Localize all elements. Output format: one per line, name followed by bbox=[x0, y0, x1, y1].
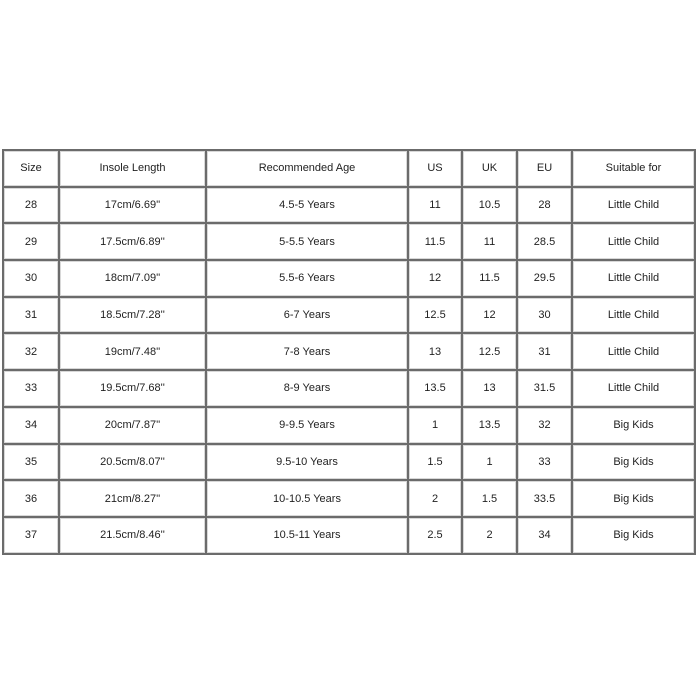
cell-insole-length: 21cm/8.27'' bbox=[60, 481, 207, 518]
cell-uk: 12.5 bbox=[463, 334, 518, 371]
table-row bbox=[4, 261, 696, 298]
cell-us: 13.5 bbox=[409, 371, 463, 408]
table-row bbox=[4, 188, 696, 225]
table-row bbox=[4, 518, 696, 555]
cell-uk: 10.5 bbox=[463, 188, 518, 225]
cell-us: 1.5 bbox=[409, 445, 463, 482]
cell-size: 34 bbox=[4, 408, 60, 445]
cell-eu: 34 bbox=[518, 518, 573, 555]
table-row bbox=[4, 334, 696, 371]
cell-recommended-age: 9.5-10 Years bbox=[207, 445, 409, 482]
cell-recommended-age: 8-9 Years bbox=[207, 371, 409, 408]
cell-recommended-age: 6-7 Years bbox=[207, 298, 409, 335]
cell-us: 1 bbox=[409, 408, 463, 445]
cell-recommended-age: 5.5-6 Years bbox=[207, 261, 409, 298]
cell-suitable-for: Little Child bbox=[573, 224, 696, 261]
table-row bbox=[4, 481, 696, 518]
cell-size: 29 bbox=[4, 224, 60, 261]
cell-us: 2.5 bbox=[409, 518, 463, 555]
cell-uk: 13 bbox=[463, 371, 518, 408]
cell-recommended-age: 10.5-11 Years bbox=[207, 518, 409, 555]
cell-eu: 30 bbox=[518, 298, 573, 335]
cell-eu: 29.5 bbox=[518, 261, 573, 298]
table-body bbox=[4, 188, 696, 555]
table-row bbox=[4, 445, 696, 482]
cell-size: 28 bbox=[4, 188, 60, 225]
header-row bbox=[4, 151, 696, 188]
cell-eu: 33 bbox=[518, 445, 573, 482]
cell-uk: 2 bbox=[463, 518, 518, 555]
cell-eu: 32 bbox=[518, 408, 573, 445]
table-row bbox=[4, 408, 696, 445]
header-uk: UK bbox=[463, 151, 518, 188]
cell-suitable-for: Little Child bbox=[573, 298, 696, 335]
cell-uk: 11 bbox=[463, 224, 518, 261]
cell-us: 13 bbox=[409, 334, 463, 371]
cell-size: 35 bbox=[4, 445, 60, 482]
cell-eu: 31 bbox=[518, 334, 573, 371]
cell-suitable-for: Little Child bbox=[573, 188, 696, 225]
header-size: Size bbox=[4, 151, 60, 188]
header-insole-length: Insole Length bbox=[60, 151, 207, 188]
header-eu: EU bbox=[518, 151, 573, 188]
cell-recommended-age: 9-9.5 Years bbox=[207, 408, 409, 445]
cell-us: 11.5 bbox=[409, 224, 463, 261]
cell-suitable-for: Little Child bbox=[573, 334, 696, 371]
cell-recommended-age: 5-5.5 Years bbox=[207, 224, 409, 261]
cell-suitable-for: Big Kids bbox=[573, 481, 696, 518]
cell-suitable-for: Little Child bbox=[573, 371, 696, 408]
cell-us: 12.5 bbox=[409, 298, 463, 335]
header-recommended-age: Recommended Age bbox=[207, 151, 409, 188]
cell-insole-length: 19cm/7.48'' bbox=[60, 334, 207, 371]
header-suitable-for: Suitable for bbox=[573, 151, 696, 188]
cell-recommended-age: 7-8 Years bbox=[207, 334, 409, 371]
cell-insole-length: 17.5cm/6.89'' bbox=[60, 224, 207, 261]
table-row bbox=[4, 224, 696, 261]
cell-suitable-for: Big Kids bbox=[573, 518, 696, 555]
cell-insole-length: 17cm/6.69'' bbox=[60, 188, 207, 225]
cell-recommended-age: 4.5-5 Years bbox=[207, 188, 409, 225]
cell-insole-length: 21.5cm/8.46'' bbox=[60, 518, 207, 555]
cell-size: 36 bbox=[4, 481, 60, 518]
cell-suitable-for: Little Child bbox=[573, 261, 696, 298]
cell-insole-length: 19.5cm/7.68'' bbox=[60, 371, 207, 408]
cell-eu: 31.5 bbox=[518, 371, 573, 408]
cell-size: 33 bbox=[4, 371, 60, 408]
header-us: US bbox=[409, 151, 463, 188]
cell-us: 2 bbox=[409, 481, 463, 518]
cell-insole-length: 20cm/7.87'' bbox=[60, 408, 207, 445]
table-row bbox=[4, 298, 696, 335]
cell-us: 11 bbox=[409, 188, 463, 225]
table-row bbox=[4, 371, 696, 408]
cell-us: 12 bbox=[409, 261, 463, 298]
cell-size: 32 bbox=[4, 334, 60, 371]
cell-uk: 13.5 bbox=[463, 408, 518, 445]
cell-size: 30 bbox=[4, 261, 60, 298]
cell-insole-length: 20.5cm/8.07'' bbox=[60, 445, 207, 482]
cell-uk: 11.5 bbox=[463, 261, 518, 298]
cell-insole-length: 18.5cm/7.28'' bbox=[60, 298, 207, 335]
size-chart-table bbox=[2, 149, 696, 555]
cell-eu: 28.5 bbox=[518, 224, 573, 261]
cell-uk: 1 bbox=[463, 445, 518, 482]
cell-uk: 1.5 bbox=[463, 481, 518, 518]
cell-eu: 33.5 bbox=[518, 481, 573, 518]
table-header bbox=[4, 151, 696, 188]
cell-size: 31 bbox=[4, 298, 60, 335]
cell-size: 37 bbox=[4, 518, 60, 555]
cell-suitable-for: Big Kids bbox=[573, 445, 696, 482]
cell-suitable-for: Big Kids bbox=[573, 408, 696, 445]
cell-eu: 28 bbox=[518, 188, 573, 225]
cell-insole-length: 18cm/7.09'' bbox=[60, 261, 207, 298]
cell-recommended-age: 10-10.5 Years bbox=[207, 481, 409, 518]
cell-uk: 12 bbox=[463, 298, 518, 335]
